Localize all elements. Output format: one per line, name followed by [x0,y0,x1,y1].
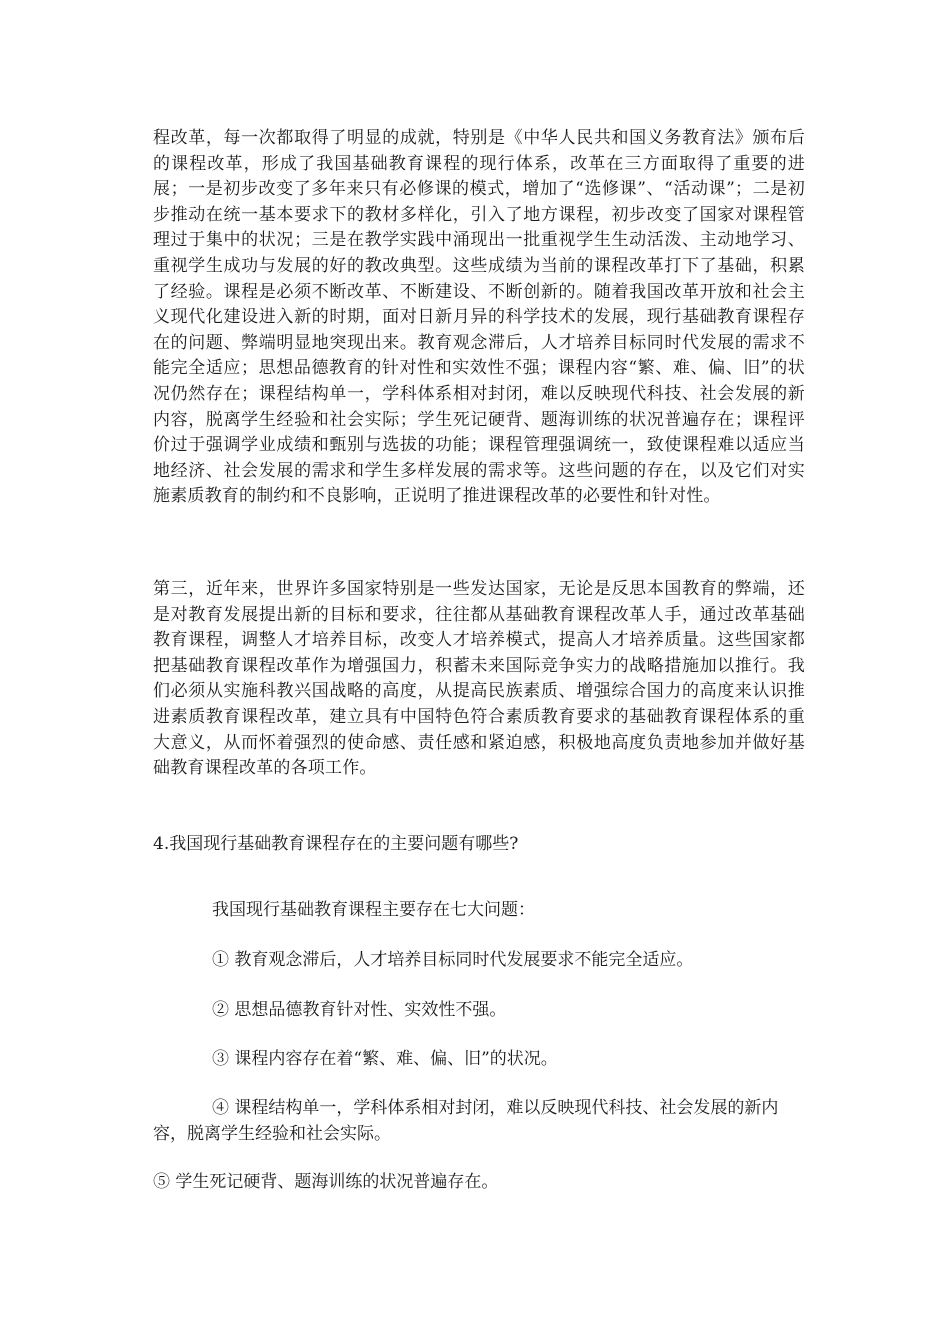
problem-item: ⑤ 学生死记硬背、题海训练的状况普遍存在。 [153,1172,499,1192]
problem-item: ① 教育观念滞后，人才培养目标同时代发展要求不能完全适应。 [212,950,694,970]
body-paragraph: 程改革，每一次都取得了明显的成就，特别是《中华人民共和国义务教育法》颁布后的课程改革，形成了我国基础教育课程的现行体系，改革在三方面取得了重要的进展；一是初步改变了多年来只有必修课的模式，增加了“选修课”、“活动课”；二是初步推动在统一基本要求下的教材多样化，引入了地方课程，初步改变了国家对课程管理过于集中的状况；三是在教学实践中涌现出一批重视学生生动活泼、主动地学习、重视学生成功与发展的好的教改典型。这些成绩为当前的课程改革打下了基础，积累了经验。课程是必须不断改革、不断建设、不断创新的。随着我国改革开放和社会主义现代化建设进入新的时期，面对日新月异的科学技术的发展，现行基础教育课程存在的问题、弊端明显地突现出来。教育观念滞后，人才培养目标同时代发展的需求不能完全适应；思想品德教育的针对性和实效性不强；课程内容“繁、难、偏、旧”的状况仍然存在；课程结构单一，学科体系相对封闭，难以反映现代科技、社会发展的新内容，脱离学生经验和社会实际；学生死记硬背、题海训练的状况普遍存在；课程评价过于强调学业成绩和甄别与选拔的功能；课程管理强调统一，致使课程难以适应当地经济、社会发展的需求和学生多样发展的需求等。这些问题的存在，以及它们对实施素质教育的制约和不良影响，正说明了推进课程改革的必要性和针对性。 [153,128,805,507]
answer-intro: 我国现行基础教育课程主要存在七大问题： [212,900,535,920]
problem-item: ③ 课程内容存在着“繁、难、偏、旧”的状况。 [212,1049,558,1069]
problem-item: ④ 课程结构单一，学科体系相对封闭，难以反映现代科技、社会发展的新内容，脱离学生经验和社会实际。 [153,1098,779,1144]
problem-item: ② 思想品德教育针对性、实效性不强。 [212,1000,507,1020]
question-heading: 4.我国现行基础教育课程存在的主要问题有哪些? [153,834,519,854]
body-paragraph: 第三，近年来，世界许多国家特别是一些发达国家，无论是反思本国教育的弊端，还是对教育发展提出新的目标和要求，往往都从基础教育课程改革人手，通过改革基础教育课程，调整人才培养目标，改变人才培养模式，提高人才培养质量。这些国家都把基础教育课程改革作为增强国力，积蓄未来国际竞争实力的战略措施加以推行。我们必须从实施科教兴国战略的高度，从提高民族素质、增强综合国力的高度来认识推进素质教育课程改革，建立具有中国特色符合素质教育要求的基础教育课程体系的重大意义，从而怀着强烈的使命感、责任感和紧迫感，积极地高度负责地参加并做好基础教育课程改革的各项工作。 [153,579,805,779]
